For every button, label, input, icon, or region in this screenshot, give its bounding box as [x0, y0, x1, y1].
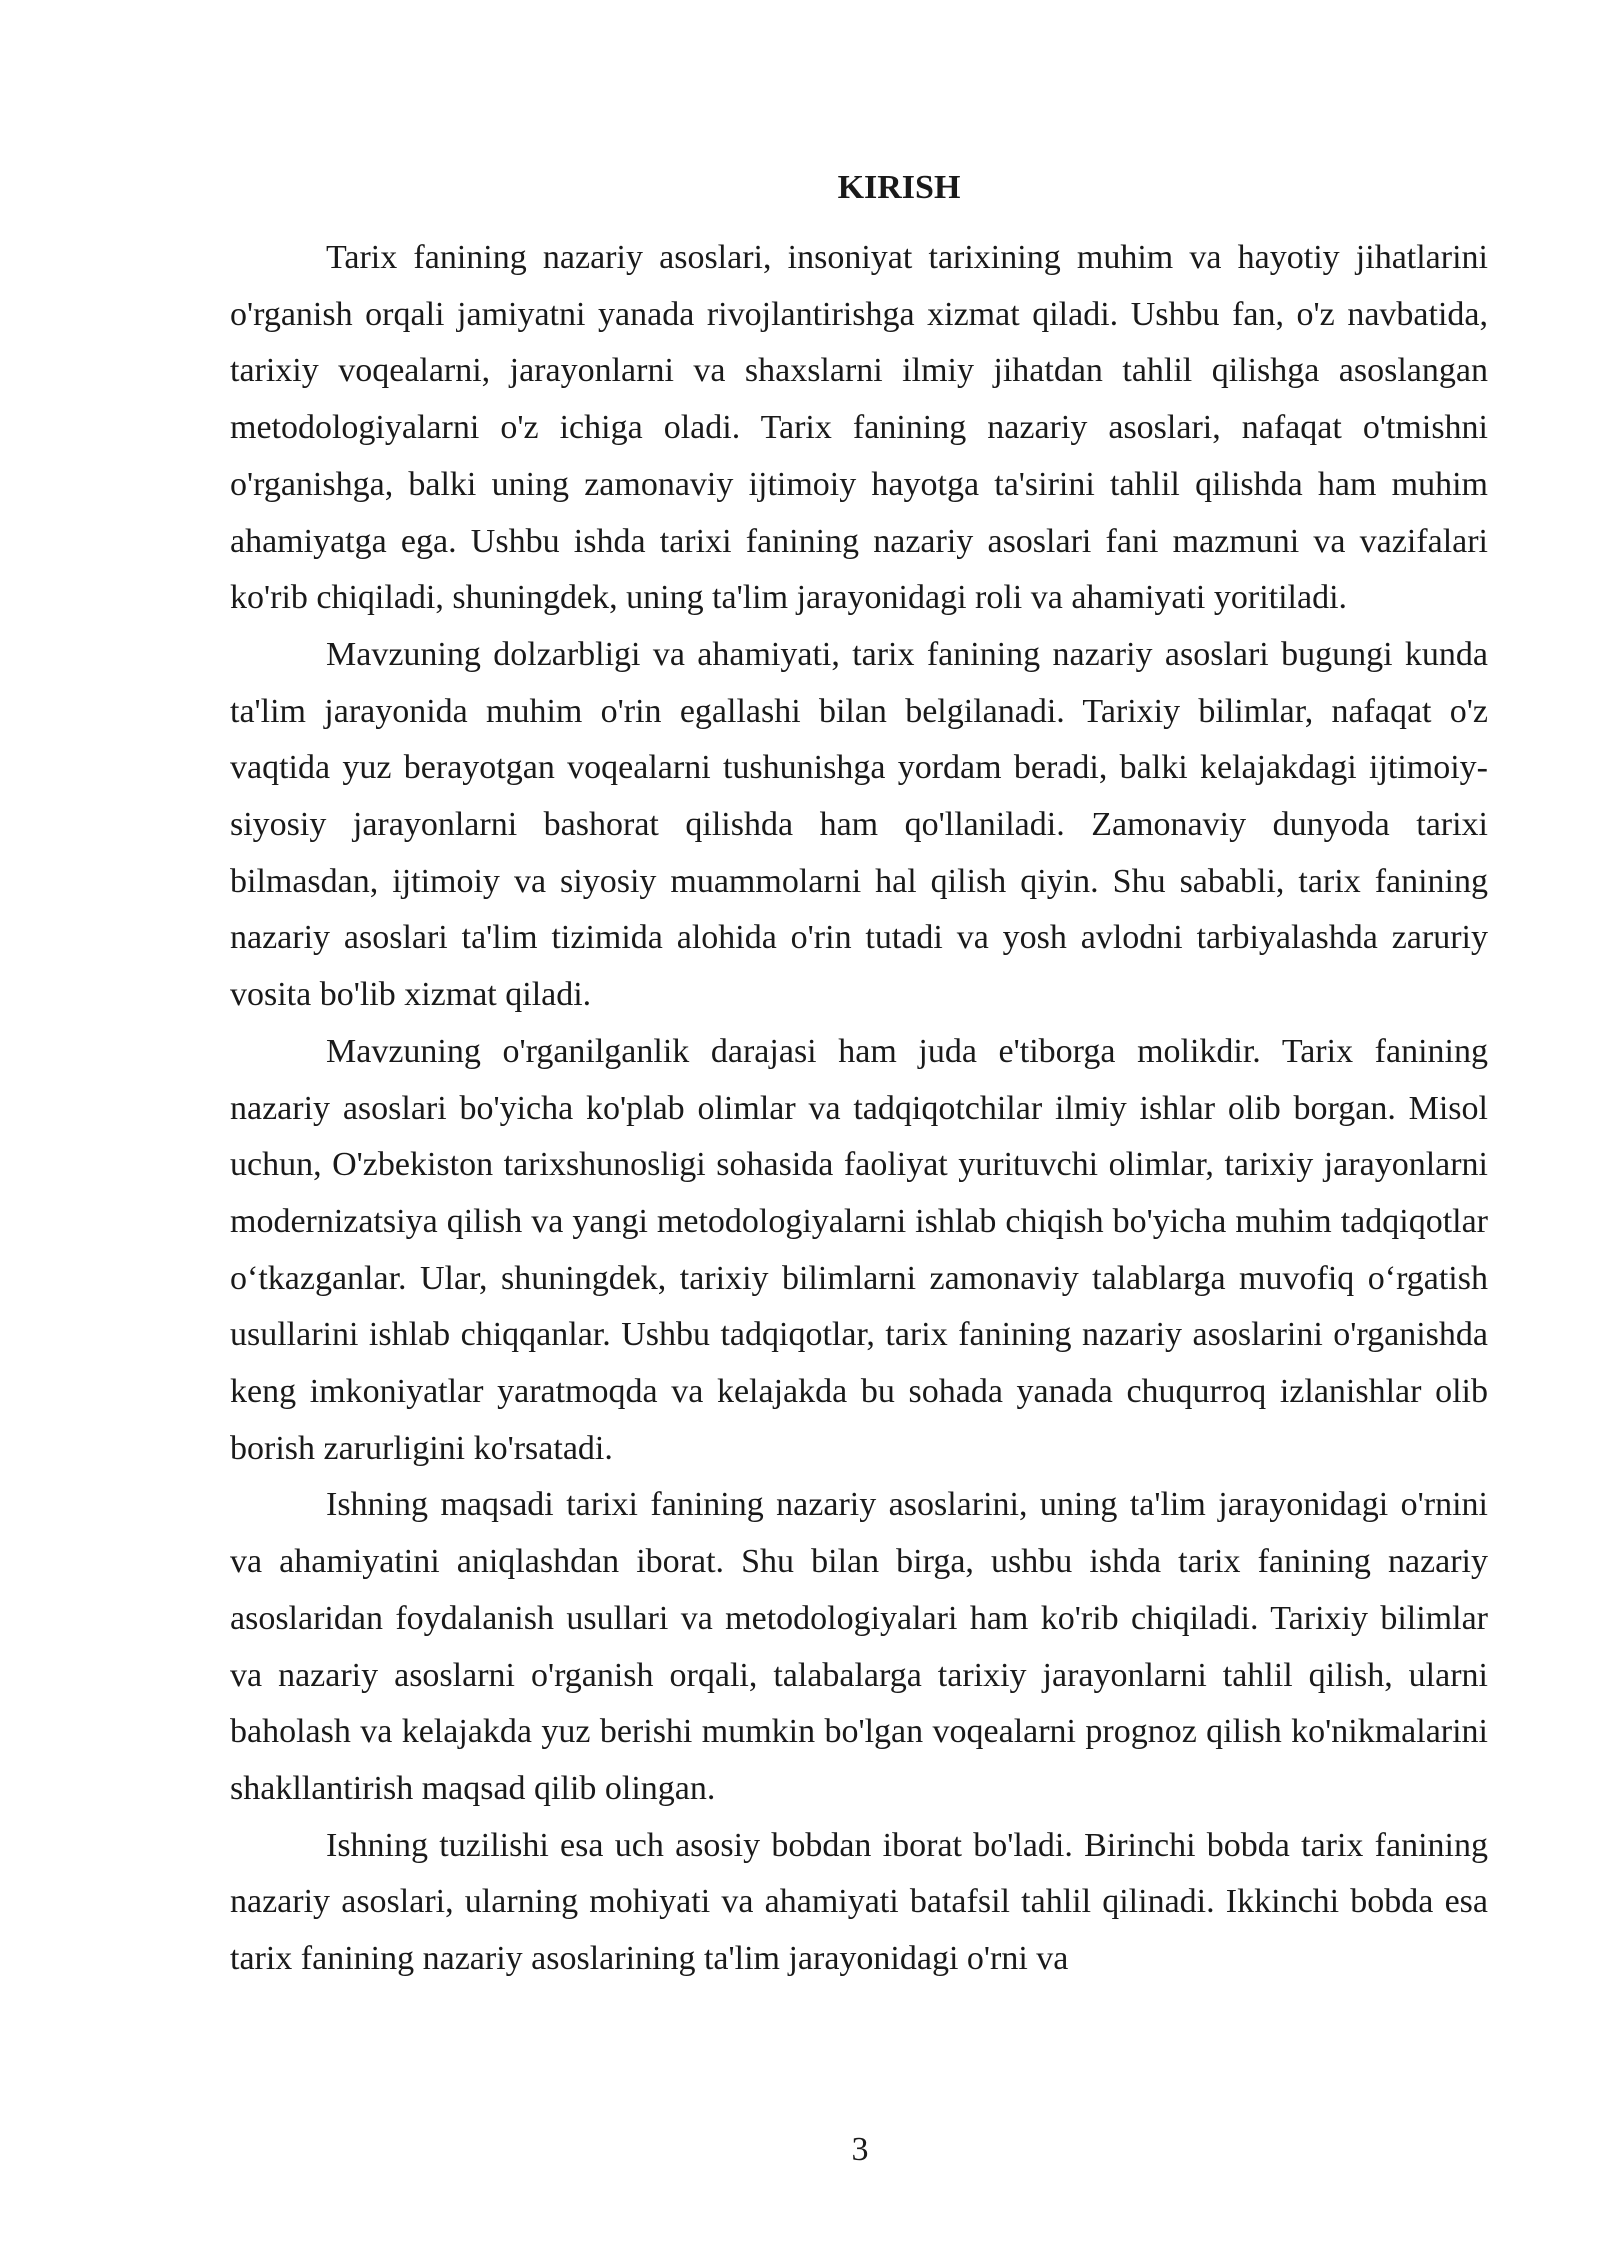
- page-number: 3: [851, 2131, 869, 2168]
- paragraph-structure: Ishning tuzilishi esa uch asosiy bobdan iborat bo'ladi. Birinchi bobda tarix fanining nazariy asoslari, ularning mohiyati va ahamiyati batafsil tahlil qilinadi. Ikkinchi bobda esa tarix fanining nazariy asoslarining ta'lim jarayonidagi o'rni va: [230, 1826, 1488, 1978]
- paragraph-purpose: Ishning maqsadi tarixi fanining nazariy asoslarini, uning ta'lim jarayonidagi o'rnini va ahamiyatini aniqlashdan iborat. Shu bilan birga, ushbu ishda tarix fanining nazariy asoslaridan foydalanish usullari va metodologiyalari ham ko'rib chiqiladi. Tarixiy bilimlar va nazariy asoslarni o'rganish orqali, talabalarga tarixiy jarayonlarni tahlil qilish, ularni baholash va kelajakda yuz berishi mumkin bo'lgan voqealarni prognoz qilish ko'nikmalarini shakllantirish maqsad qilib olingan.: [230, 1486, 1488, 1807]
- paragraph-introduction: Tarix fanining nazariy asoslari, insoniyat tarixining muhim va hayotiy jihatlarini o'rganish orqali jamiyatni yanada rivojlantirishga xizmat qiladi. Ushbu fan, o'z navbatida, tarixiy voqealarni, jarayonlarni va shaxslarni ilmiy jihatdan tahlil qilishga asoslangan metodologiyalarni o'z ichiga oladi. Tarix fanining nazariy asoslari, nafaqat o'tmishni o'rganishga, balki uning zamonaviy ijtimoiy hayotga ta'sirini tahlil qilishda ham muhim ahamiyatga ega. Ushbu ishda tarixi fanining nazariy asoslari fani mazmuni va vazifalari ko'rib chiqiladi, shuningdek, uning ta'lim jarayonidagi roli va ahamiyati yoritiladi.: [230, 239, 1488, 617]
- document-page: [230, 160, 1488, 1988]
- paragraph-study-level: Mavzuning o'rganilganlik darajasi ham juda e'tiborga molikdir. Tarix fanining nazariy asoslari bo'yicha ko'plab olimlar va tadqiqotchilar ilmiy ishlar olib borgan. Misol uchun, O'zbekiston tarixshunosligi sohasida faoliyat yurituvchi olimlar, tarixiy jarayonlarni modernizatsiya qilish va yangi metodologiyalarni ishlab chiqish bo'yicha muhim tadqiqotlar o‘tkazganlar. Ular, shuningdek, tarixiy bilimlarni zamonaviy talablarga muvofiq o‘rgatish usullarini ishlab chiqqanlar. Ushbu tadqiqotlar, tarix fanining nazariy asoslarini o'rganishda keng imkoniyatlar yaratmoqda va kelajakda bu sohada yanada chuqurroq izlanishlar olib borish zarurligini ko'rsatadi.: [230, 1032, 1488, 1467]
- section-title: KIRISH: [837, 169, 961, 206]
- paragraph-relevance: Mavzuning dolzarbligi va ahamiyati, tarix fanining nazariy asoslari bugungi kunda ta'lim jarayonida muhim o'rin egallashi bilan belgilanadi. Tarixiy bilimlar, nafaqat o'z vaqtida yuz berayotgan voqealarni tushunishga yordam beradi, balki kelajakdagi ijtimoiy-siyosiy jarayonlarni bashorat qilishda ham qo'llaniladi. Zamonaviy dunyoda tarixi bilmasdan, ijtimoiy va siyosiy muammolarni hal qilish qiyin. Shu sababli, tarix fanining nazariy asoslari ta'lim tizimida alohida o'rin tutadi va yosh avlodni tarbiyalashda zaruriy vosita bo'lib xizmat qiladi.: [230, 635, 1488, 1014]
